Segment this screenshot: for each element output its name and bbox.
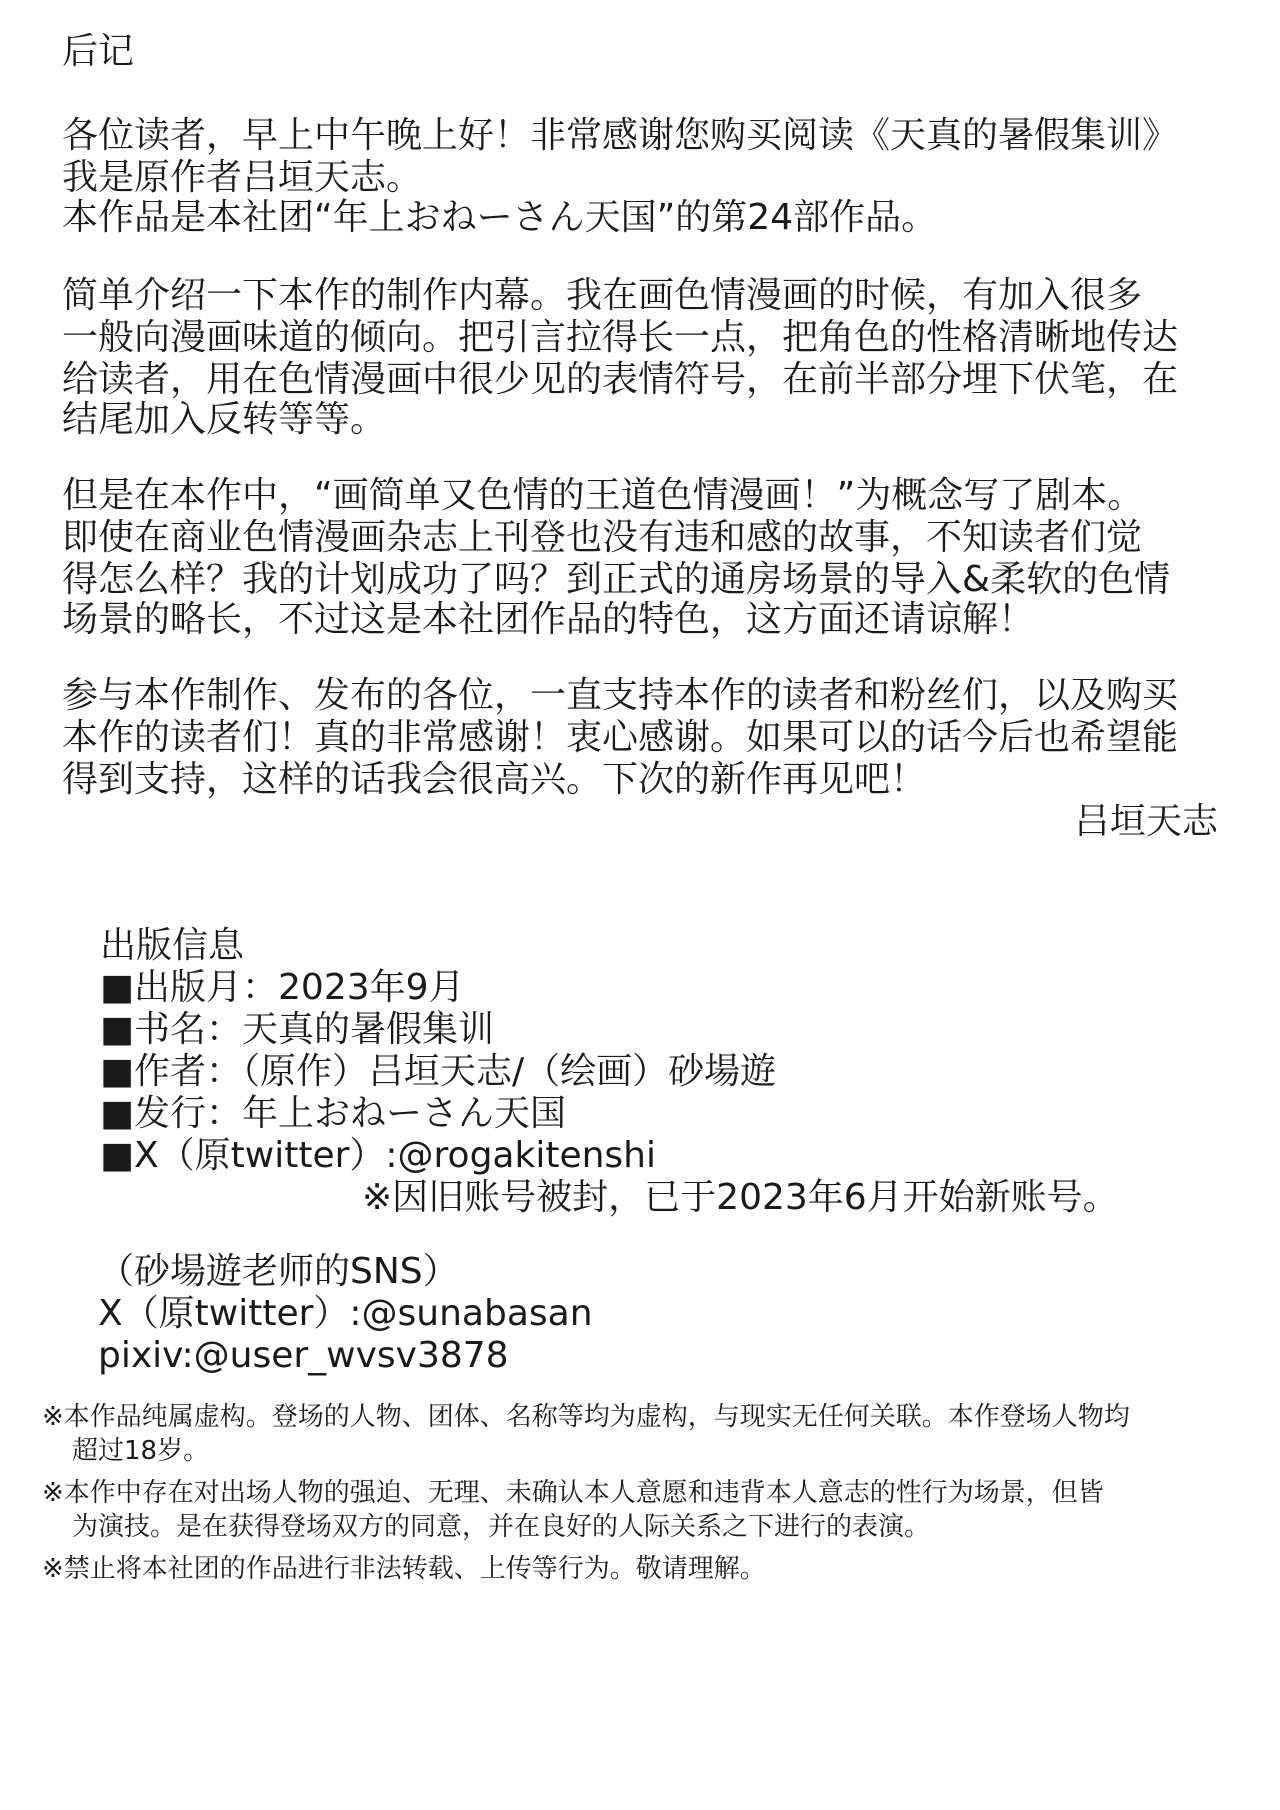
publication-item-publisher: ■发行：年上おねーさん天国 — [100, 1093, 567, 1134]
afterword-p4-line2: 本作的读者们！真的非常感谢！衷心感谢。如果可以的话今后也希望能 — [62, 717, 1179, 758]
afterword-p3-line1: 但是在本作中，“画简单又色情的王道色情漫画！”为概念写了剧本。 — [62, 475, 1144, 516]
afterword-p2-line4: 结尾加入反转等等。 — [62, 399, 387, 440]
publication-item-date: ■出版月：2023年9月 — [100, 967, 465, 1008]
afterword-p4-line1: 参与本作制作、发布的各位，一直支持本作的读者和粉丝们，以及购买 — [62, 675, 1179, 716]
afterword-p4-line3: 得到支持，这样的话我会很高兴。下次的新作再见吧！ — [62, 759, 927, 800]
disclaimer-reupload: ※禁止将本社团的作品进行非法转载、上传等行为。敬请理解。 — [42, 1554, 766, 1584]
publication-item-twitter: ■X（原twitter）:@rogakitenshi — [100, 1135, 656, 1176]
afterword-p1-line1: 各位读者，早上中午晚上好！非常感谢您购买阅读《天真的暑假集训》 — [62, 115, 1179, 156]
publication-heading: 出版信息 — [100, 925, 245, 966]
afterword-p1-line2: 我是原作者吕垣天志。 — [62, 157, 423, 198]
artist-sns-pixiv: pixiv:@user_wvsv3878 — [98, 1335, 509, 1376]
afterword-p3-line4: 场景的略长，不过这是本社团作品的特色，这方面还请谅解！ — [62, 599, 1035, 640]
afterword-p2-line1: 简单介绍一下本作的制作内幕。我在画色情漫画的时候，有加入很多 — [62, 275, 1143, 316]
afterword-p3-line2: 即使在商业色情漫画杂志上刊登也没有违和感的故事，不知读者们觉 — [62, 517, 1143, 558]
artist-sns-x: X（原twitter）:@sunabasan — [98, 1293, 593, 1334]
afterword-p1-line3: 本作品是本社团“年上おねーさん天国”的第24部作品。 — [62, 197, 938, 238]
publication-account-note: ※因旧账号被封，已于2023年6月开始新账号。 — [362, 1177, 1119, 1218]
afterword-signature: 吕垣天志 — [1073, 801, 1218, 842]
afterword-heading: 后记 — [62, 31, 135, 72]
afterword-p3-line3: 得怎么样？我的计划成功了吗？到正式的通房场景的导入&柔软的色情 — [62, 559, 1171, 600]
disclaimer-fiction-line1: ※本作品纯属虚构。登场的人物、团体、名称等均为虚构，与现实无任何关联。本作登场人物均 — [42, 1402, 1130, 1432]
disclaimer-acting-line2: 为演技。是在获得登场双方的同意，并在良好的人际关系之下进行的表演。 — [72, 1512, 931, 1542]
disclaimer-acting-line1: ※本作中存在对出场人物的强迫、无理、未确认本人意愿和违背本人意志的性行为场景，但皆 — [42, 1478, 1104, 1508]
artist-sns-heading: （砂場遊老师的SNS） — [98, 1251, 459, 1292]
disclaimer-fiction-line2: 超过18岁。 — [72, 1436, 210, 1466]
publication-item-title: ■书名：天真的暑假集训 — [100, 1009, 495, 1050]
afterword-p2-line2: 一般向漫画味道的倾向。把引言拉得长一点，把角色的性格清晰地传达 — [62, 317, 1179, 358]
publication-item-author: ■作者：（原作）吕垣天志/（绘画）砂場遊 — [100, 1051, 777, 1092]
afterword-p2-line3: 给读者，用在色情漫画中很少见的表情符号，在前半部分埋下伏笔，在 — [62, 359, 1179, 400]
